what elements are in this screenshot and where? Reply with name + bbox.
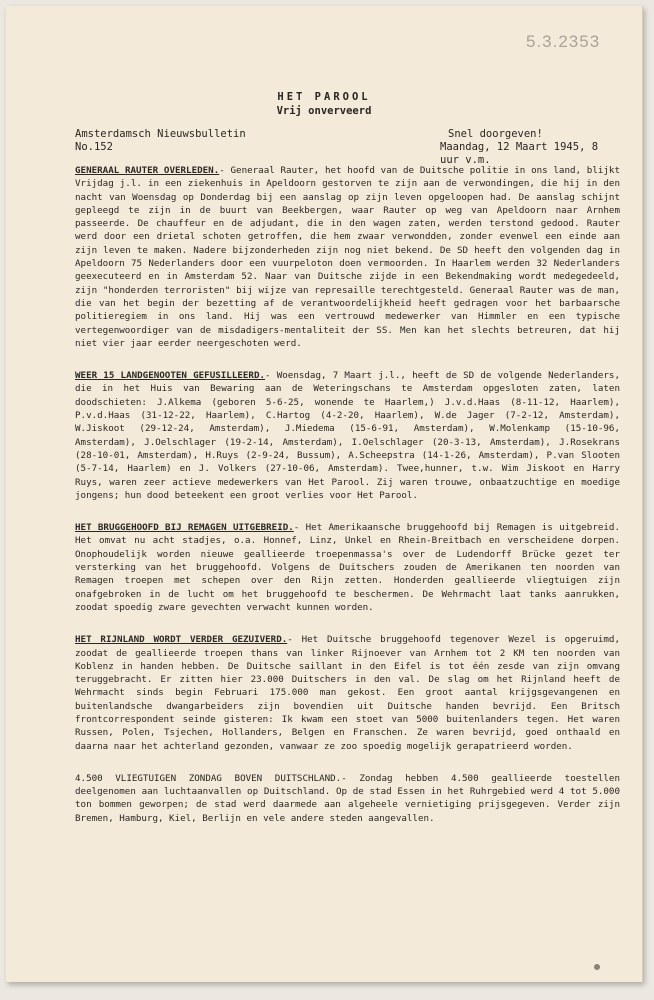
bulletin-name: Amsterdamsch Nieuwsbulletin xyxy=(75,128,246,140)
article-text: 4.500 VLIEGTUIGEN ZONDAG BOVEN DUITSCHLAND.- Zondag hebben 4.500 geallieerde toestellen deelgenomen aan luchtaanvallen op Duitschland. Op de stad Essen in het Ruhrgebied werd 4 tot 5.000 ton bommen geworpen; de stad werd daarmede aan algeheele vernietiging prijsgegeven. Verder zijn Bremen, Hamburg, Kiel, Berlijn en vele andere steden aangevallen. xyxy=(75,772,620,824)
document-page xyxy=(6,6,643,982)
ink-blot xyxy=(594,964,600,970)
archive-number: 5.3.2353 xyxy=(526,32,601,51)
article-rijnland xyxy=(75,633,620,753)
newspaper-title: HET PAROOL xyxy=(277,91,371,103)
article-text: - Het Duitsche bruggehoofd tegenover Wezel is opgeruimd, zoodat de geallieerde troepen thans van linker Rijnoever van Arnhem tot 2 KM ten noorden van Koblenz in handen hebben. De Duitsche saillant in den Eifel is tot één zesde van zijn omvang teruggebracht. Er zitten hier 23.000 Duitschers in den val. De slag om het Rijnland heeft de Wehrmacht sinds begin Februari 175.000 man gekost. Een groot aantal krijgsgevangenen en buitenlandsche dwangarbeiders zijn bovendien uit Duitsche handen bevrijd. Een Britsch frontcorrespondent seinde gisteren: Ik kwam een stoet van 5000 buitenlanders tegen. Het waren Russen, Polen, Tsjechen, Hollanders, Belgen en Franschen. Ze waren bevrijd, goed onthaald en daarna naar het achterland gezonden, vanwaar ze zoo spoedig mogelijk gerapatrieerd worden. xyxy=(75,634,620,752)
bulletin-number: No.152 xyxy=(75,141,113,153)
newspaper-motto: Vrij onverveerd xyxy=(276,105,372,117)
article-air-raids xyxy=(75,772,620,825)
bulletin-date: Maandag, 12 Maart 1945, 8 uur v.m. xyxy=(440,141,599,166)
article-heading: GENERAAL RAUTER OVERLEDEN. xyxy=(75,165,220,176)
article-text: - Generaal Rauter, het hoofd van de Duitsche politie in ons land, blijkt Vrijdag j.l. in een ziekenhuis in Apeldoorn gestorven te zijn aan de verwondingen, die hij in den nacht van Woensdag op Donderdag bij een aanslag op zijn leven opgeloopen had. De aanslag schijnt gepleegd te zijn in de buurt van Beekbergen, waar Rauter op weg van Apeldoorn naar Arnhem passeerde. De chauffeur en de adjudant, die in den wagen zaten, werden terstond gedood. Rauter werd door een drietal schoten getroffen, die hem zwaar verwondden, zonder evenwel een einde aan zijn leven te maken. Nadere bijzonderheden zijn nog niet bekend. De SD heeft den volgenden dag in Apeldoorn 75 Nederlanders door een vuurpeloton doen vermoorden. In Haarlem werden 32 Nederlanders geexecuteerd en in Amsterdam 52. Naar van Duitsche zijde in een Bekendmaking wordt medegedeeld, zijn "honderden terroristen" bij wijze van represaille terechtgesteld. Generaal Rauter was de man, die van het begin der bezetting af de verantwoordelijkheid heeft gedragen voor het barbaarsche politieregiem in ons land. Hij was een vertrouwd medewerker van Himmler en een typische vertegenwoordiger van de misdadigers-mentaliteit der SS. Men kan het slechts betreuren, dat hij niet vier jaar eerder neergeschoten werd. xyxy=(75,165,620,349)
article-text: - Het Amerikaansche bruggehoofd bij Remagen is uitgebreid. Het omvat nu acht stadjes, o.a. Honnef, Linz, Unkel en Rhein-Breitbach en verscheidene dorpen. Onophoudelijk worden nieuwe geallieerde troepenmassa's over de Ludendorff Brücke gezet ter versterking van het bruggehoofd. Volgens de Duitschers zouden de Amerikanen ten noorden van Remagen troepen met schepen over den Rijn zetten. Honderden geallieerde vliegtuigen zijn onafgebroken in de lucht om het bruggehoofd te beschermen. De Wehrmacht laat tanks aanrukken, zoodat spoedig zware gevechten verwacht kunnen worden. xyxy=(75,522,620,613)
article-heading: WEER 15 LANDGENOOTEN GEFUSILLEERD. xyxy=(75,370,266,382)
bulletin-header-left xyxy=(75,128,246,154)
article-executions xyxy=(75,369,620,502)
article-heading: HET BRUGGEHOOFD BIJ REMAGEN UITGEBREID. xyxy=(75,522,294,534)
bulletin-body xyxy=(75,164,620,844)
article-heading: HET RIJNLAND WORDT VERDER GEZUIVERD. xyxy=(75,634,288,646)
article-text: - Woensdag, 7 Maart j.l., heeft de SD de volgende Nederlanders, die in het Huis van Bewaring aan de Weteringschans te Amsterdam opgesloten zaten, laten doodschieten: J.Alkema (geboren 5-6-25, wonende te Haarlem,) J.v.d.Haas (8-11-12, Haarlem), P.v.d.Haas (31-12-22, Haarlem), C.Hartog (4-2-20, Haarlem), W.de Jager (7-2-12, Amsterdam), W.Jiskoot (29-12-24, Amsterdam), J.Miedema (15-6-91, Amsterdam), W.Molenkamp (15-10-96, Amsterdam), J.Oelschlager (19-2-14, Amsterdam), I.Oelschlager (20-3-13, Amsterdam), J.Rosekrans (28-10-01, Amsterdam), H.Ruys (2-9-24, Bussum), A.Scheepstra (14-1-26, Amsterdam), P.van Slooten (5-7-14, Haarlem) en J. Volkers (27-10-06, Amsterdam). Twee,hunner, t.w. Wim Jiskoot en Harry Ruys, waren zeer actieve medewerkers van Het Parool. Zij waren trouwe, onbaatzuchtige en moedige jongens; hun dood beteekent een groot verlies voor Het Parool. xyxy=(75,370,620,501)
article-rauter xyxy=(75,164,620,350)
bulletin-header-right xyxy=(440,128,612,167)
article-remagen xyxy=(75,521,620,614)
urgency-note: Snel doorgeven! xyxy=(448,128,543,140)
